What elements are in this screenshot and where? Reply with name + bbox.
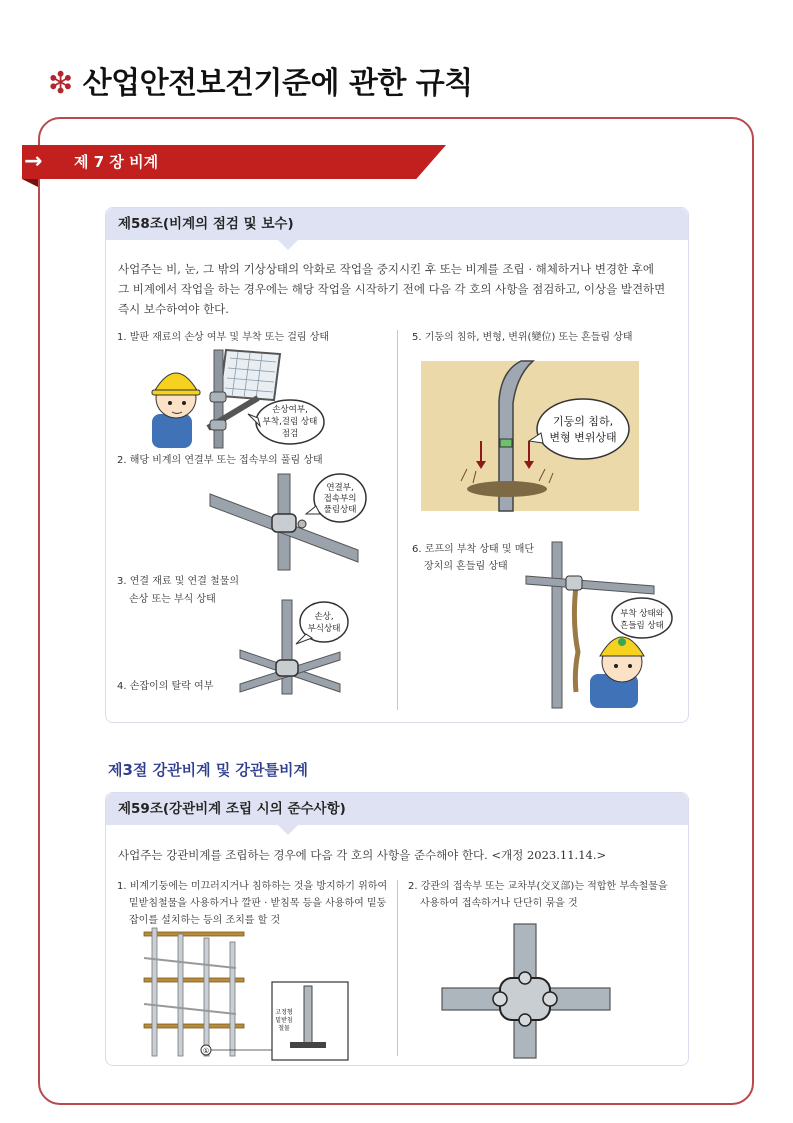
callout-number: ① bbox=[202, 1047, 210, 1055]
chapter-banner-fold bbox=[22, 179, 38, 187]
article-58-intro bbox=[118, 259, 688, 319]
item-5: 5. 기둥의 침하, 변형, 변위(變位) 또는 흔들림 상태 bbox=[412, 332, 633, 343]
bubble-2-line: 연결부, bbox=[326, 483, 354, 493]
arrow-right-icon: → bbox=[24, 149, 43, 174]
column-divider bbox=[397, 330, 398, 710]
page-title bbox=[48, 58, 473, 102]
item-3-cont: 손상 또는 부식 상태 bbox=[129, 594, 216, 605]
platform-damage-illustration bbox=[148, 348, 348, 448]
bubble-6-line: 흔들림 상태 bbox=[620, 621, 664, 631]
item-2: 2. 해당 비계의 연결부 또는 접속부의 풀림 상태 bbox=[117, 455, 323, 466]
bubble-6-line: 부착 상태와 bbox=[620, 609, 664, 619]
bubble-1-line: 점검 bbox=[281, 429, 299, 439]
section-3-title: 제3절 강관비계 및 강관틀비계 bbox=[108, 761, 308, 779]
bubble-5-line: 변형 변위상태 bbox=[549, 431, 617, 444]
item-line: 사용하여 접속하거나 단단히 묶을 것 bbox=[420, 898, 578, 909]
post-settlement-illustration bbox=[421, 361, 639, 511]
inset-label-line: 고정형 bbox=[275, 1009, 293, 1016]
item-6-cont: 장치의 흔들림 상태 bbox=[424, 561, 508, 572]
article-59-header bbox=[106, 793, 688, 825]
article-58-header bbox=[106, 208, 688, 240]
inset-label-line: 철물 bbox=[278, 1025, 290, 1032]
bubble-1-line: 부착,걸림 상태 bbox=[262, 417, 318, 427]
corrosion-illustration bbox=[240, 598, 370, 694]
header-notch bbox=[278, 825, 298, 835]
bubble-5-line: 기둥의 침하, bbox=[552, 415, 614, 428]
item-1: 1. 발판 재료의 손상 여부 및 부착 또는 걸림 상태 bbox=[117, 332, 330, 343]
article-59-intro: 사업주는 강관비계를 조립하는 경우에 다음 각 호의 사항을 준수해야 한다. <개정 2023.11.14.> bbox=[118, 848, 607, 862]
article-59-item-1 bbox=[117, 878, 397, 929]
item-line: 잡이를 설치하는 등의 조치를 할 것 bbox=[129, 915, 281, 926]
article-59-item-2 bbox=[408, 878, 686, 912]
item-line: 밑받침철물을 사용하거나 깔판 · 받침목 등을 사용하여 밑둥 bbox=[129, 898, 387, 909]
header-notch bbox=[278, 240, 298, 250]
item-6: 6. 로프의 부착 상태 및 매단 bbox=[412, 544, 535, 555]
article-59-heading: 제59조(강관비계 조립 시의 준수사항) bbox=[118, 801, 346, 817]
item-4: 4. 손잡이의 탈락 여부 bbox=[117, 681, 214, 692]
scaffold-base-illustration bbox=[144, 928, 352, 1060]
intro-line: 즉시 보수하여야 한다. bbox=[118, 302, 229, 316]
item-line: 1. 비계기둥에는 미끄러지거나 침하하는 것을 방지하기 위하여 bbox=[117, 881, 388, 892]
rope-hanging-illustration bbox=[526, 542, 676, 708]
intro-line: 사업주는 비, 눈, 그 밖의 기상상태의 악화로 작업을 중지시킨 후 또는 비계를 조립 · 해체하거나 변경한 후에 bbox=[118, 262, 655, 276]
bubble-2-line: 풀림상태 bbox=[323, 505, 357, 515]
intro-line: 그 비계에서 작업을 하는 경우에는 해당 작업을 시작하기 전에 다음 각 호의 사항을 점검하고, 이상을 발견하면 bbox=[118, 282, 666, 296]
column-divider bbox=[397, 880, 398, 1056]
bubble-1-line: 손상여부, bbox=[272, 405, 308, 415]
bubble-3-line: 부식상태 bbox=[307, 624, 341, 634]
item-3: 3. 연결 재료 및 연결 철물의 bbox=[117, 576, 240, 587]
article-58-heading: 제58조(비계의 점검 및 보수) bbox=[118, 216, 294, 232]
cross-coupler-illustration bbox=[442, 924, 610, 1058]
bubble-3-line: 손상, bbox=[314, 612, 334, 622]
asterisk-icon: ❇ bbox=[48, 66, 73, 101]
bubble-2-line: 접속부의 bbox=[323, 494, 357, 504]
item-line: 2. 강관의 접속부 또는 교차부(交叉部)는 적합한 부속철물을 bbox=[408, 881, 668, 892]
chapter-title: 제 7 장 비계 bbox=[74, 153, 159, 171]
page-title-text: 산업안전보건기준에 관한 규칙 bbox=[82, 66, 473, 101]
joint-loosening-illustration bbox=[208, 470, 368, 570]
inset-label-line: 밑받침 bbox=[275, 1017, 293, 1024]
